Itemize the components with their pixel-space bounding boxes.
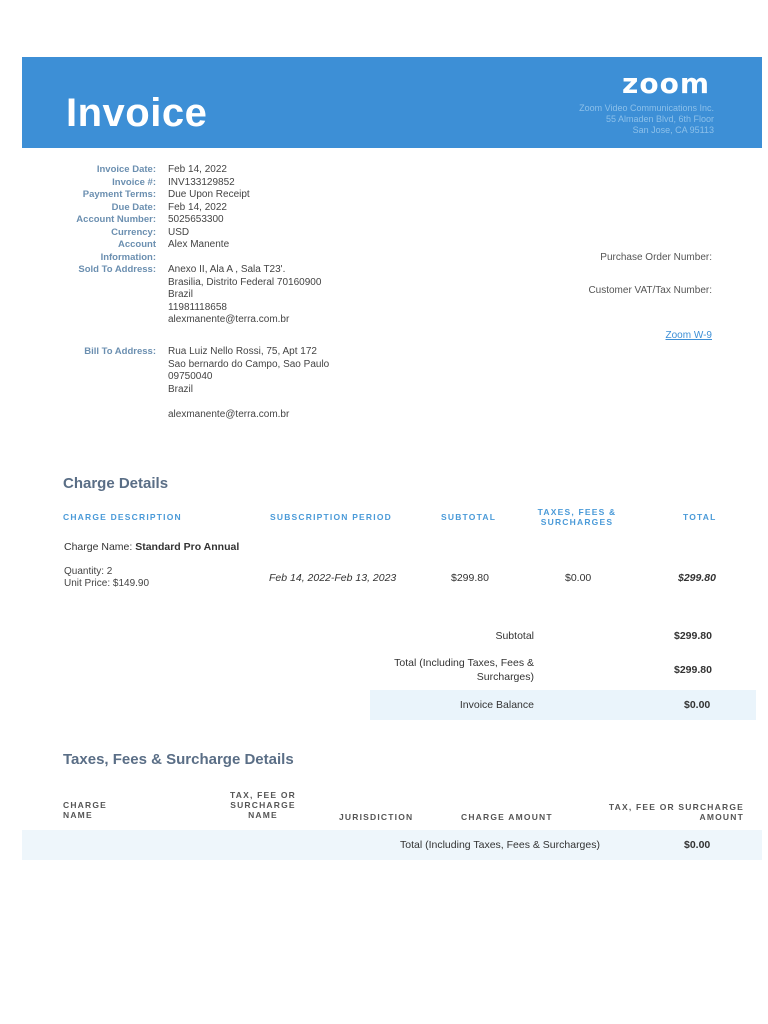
charge-name-row: Charge Name: Standard Pro Annual (64, 541, 240, 553)
meta-row-account-number: Account Number: 5025653300 (76, 214, 224, 225)
col-subscription-period: SUBSCRIPTION PERIOD (270, 512, 392, 522)
sold-to-email: alexmanente@terra.com.br (168, 314, 290, 325)
meta-row-payment-terms: Payment Terms: Due Upon Receipt (82, 189, 250, 200)
customer-vat-label: Customer VAT/Tax Number: (588, 285, 712, 296)
tax-total-label: Total (Including Taxes, Fees & Surcharges) (400, 839, 600, 851)
meta-row-invoice-number: Invoice #: INV133129852 (112, 176, 235, 188)
col-subtotal: SUBTOTAL (441, 512, 497, 522)
col-tax-fee-name: TAX, FEE OR SURCHARGE NAME (230, 790, 296, 820)
tax-details-title: Taxes, Fees & Surcharge Details (63, 751, 294, 768)
zoom-logo: zoom (622, 67, 710, 100)
summary-total-value: $299.80 (674, 664, 712, 676)
charge-period: Feb 14, 2022-Feb 13, 2023 (269, 572, 397, 584)
meta-row-currency: Currency: USD (111, 226, 190, 238)
invoice-header-banner (22, 57, 762, 148)
charge-subtotal: $299.80 (451, 572, 489, 584)
charge-taxes: $0.00 (565, 572, 592, 584)
sold-to-address: Sold To Address: Anexo II, Ala A , Sala T23'. Brasilia, Distrito Federal 70160900 Brazil 11981118658 alexmanente@terra.com.br (78, 264, 322, 325)
col-jurisdiction: JURISDICTION (339, 812, 414, 822)
charge-total: $299.80 (678, 572, 716, 584)
invoice-balance-label: Invoice Balance (459, 699, 534, 711)
invoice-title: Invoice (66, 91, 208, 135)
purchase-order-label: Purchase Order Number: (600, 252, 712, 263)
col-charge-name: CHARGE NAME (63, 800, 108, 820)
company-address: Zoom Video Communications Inc. 55 Almaden Blvd, 6th Floor San Jose, CA 95113 (579, 103, 714, 135)
col-charge-amount: CHARGE AMOUNT (461, 812, 553, 822)
meta-row-due-date: Due Date: Feb 14, 2022 (111, 201, 227, 213)
col-taxes-fees: TAXES, FEES & SURCHARGES (537, 507, 617, 527)
invoice-balance-value: $0.00 (684, 699, 711, 711)
col-charge-description: CHARGE DESCRIPTION (63, 512, 182, 522)
tax-total-value: $0.00 (684, 839, 711, 851)
meta-row-account-information: Account Information: Alex Manente (100, 239, 230, 263)
zoom-w9-link[interactable]: Zoom W-9 (665, 330, 712, 341)
meta-row-invoice-date: Invoice Date: Feb 14, 2022 (96, 164, 227, 175)
invoice-meta (60, 164, 250, 264)
summary-total-label: Total (Including Taxes, Fees & Surcharges) (394, 657, 534, 683)
charge-details-title: Charge Details (63, 475, 169, 492)
col-total: TOTAL (683, 512, 717, 522)
summary-subtotal-label: Subtotal (495, 630, 534, 642)
col-tax-amount: TAX, FEE OR SURCHARGE AMOUNT (608, 802, 744, 822)
bill-to-address: Bill To Address: Rua Luiz Nello Rossi, 75, Apt 172 Sao bernardo do Campo, Sao Paulo 09750040 Brazil alexmanente@terra.com.br (84, 346, 330, 420)
summary-subtotal-value: $299.80 (674, 630, 712, 642)
bill-to-email: alexmanente@terra.com.br (168, 408, 290, 420)
charge-quantity-price: Quantity: 2 Unit Price: $149.90 (64, 566, 150, 589)
